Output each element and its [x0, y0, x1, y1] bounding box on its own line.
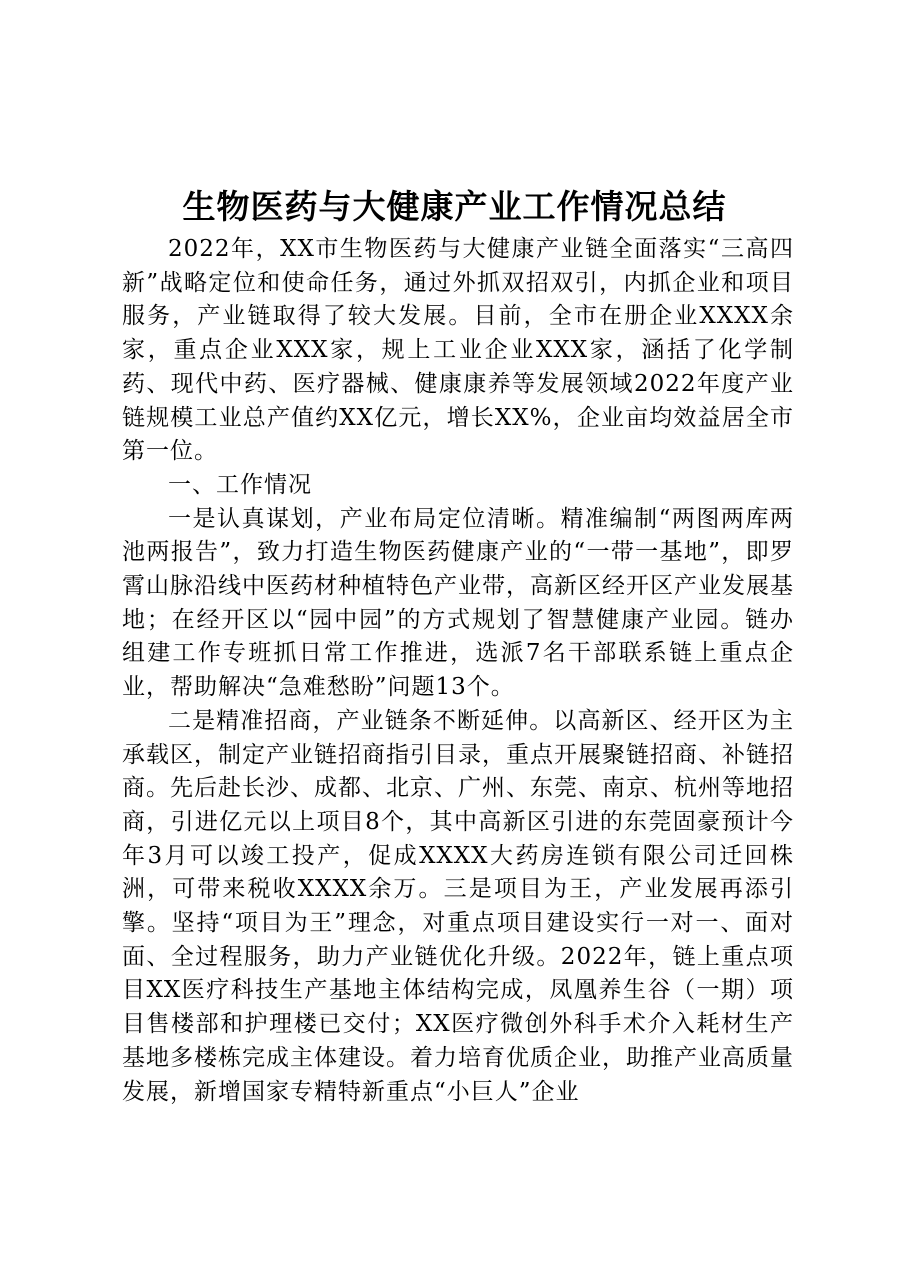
- document-body: [122, 233, 794, 1109]
- paragraph-intro: 2022年，XX市生物医药与大健康产业链全面落实“三高四新”战略定位和使命任务，通过外抓双招双引，内抓企业和项目服务，产业链取得了较大发展。目前，全市在册企业XXXX余家，重点企业XXX家，规上工业企业XXX家，涵括了化学制药、现代中药、医疗器械、健康康养等发展领域2022年度产业链规模工业总产值约XX亿元，增长XX%，企业亩均效益居全市第一位。: [122, 236, 794, 465]
- document-title: 生物医药与大健康产业工作情况总结: [182, 187, 727, 226]
- paragraph-planning: 一是认真谋划，产业布局定位清晰。精准编制“两图两库两池两报告”，致力打造生物医药健康产业的“一带一基地”，即罗霄山脉沿线中医药材种植特色产业带，高新区经开区产业发展基地；在经开区以“园中园”的方式规划了智慧健康产业园。链办组建工作专班抓日常工作推进，选派7名干部联系链上重点企业，帮助解决“急难愁盼”问题13个。: [122, 505, 794, 701]
- paragraph-investment: 二是精准招商，产业链条不断延伸。以高新区、经开区为主承载区，制定产业链招商指引目录，重点开展聚链招商、补链招商。先后赴长沙、成都、北京、广州、东莞、南京、杭州等地招商，引进亿元以上项目8个，其中高新区引进的东莞固豪预计今年3月可以竣工投产，促成XXXX大药房连锁有限公司迁回株洲，可带来税收XXXX余万。三是项目为王，产业发展再添引擎。坚持“项目为王”理念，对重点项目建设实行一对一、面对面、全过程服务，助力产业链优化升级。2022年，链上重点项目XX医疗科技生产基地主体结构完成，凤凰养生谷（一期）项目售楼部和护理楼已交付；XX医疗微创外科手术介入耗材生产基地多楼栋完成主体建设。着力培育优质企业，助推产业高质量发展，新增国家专精特新重点“小巨人”企业: [122, 707, 794, 1105]
- section-heading-work-status: 一、工作情况: [168, 471, 312, 498]
